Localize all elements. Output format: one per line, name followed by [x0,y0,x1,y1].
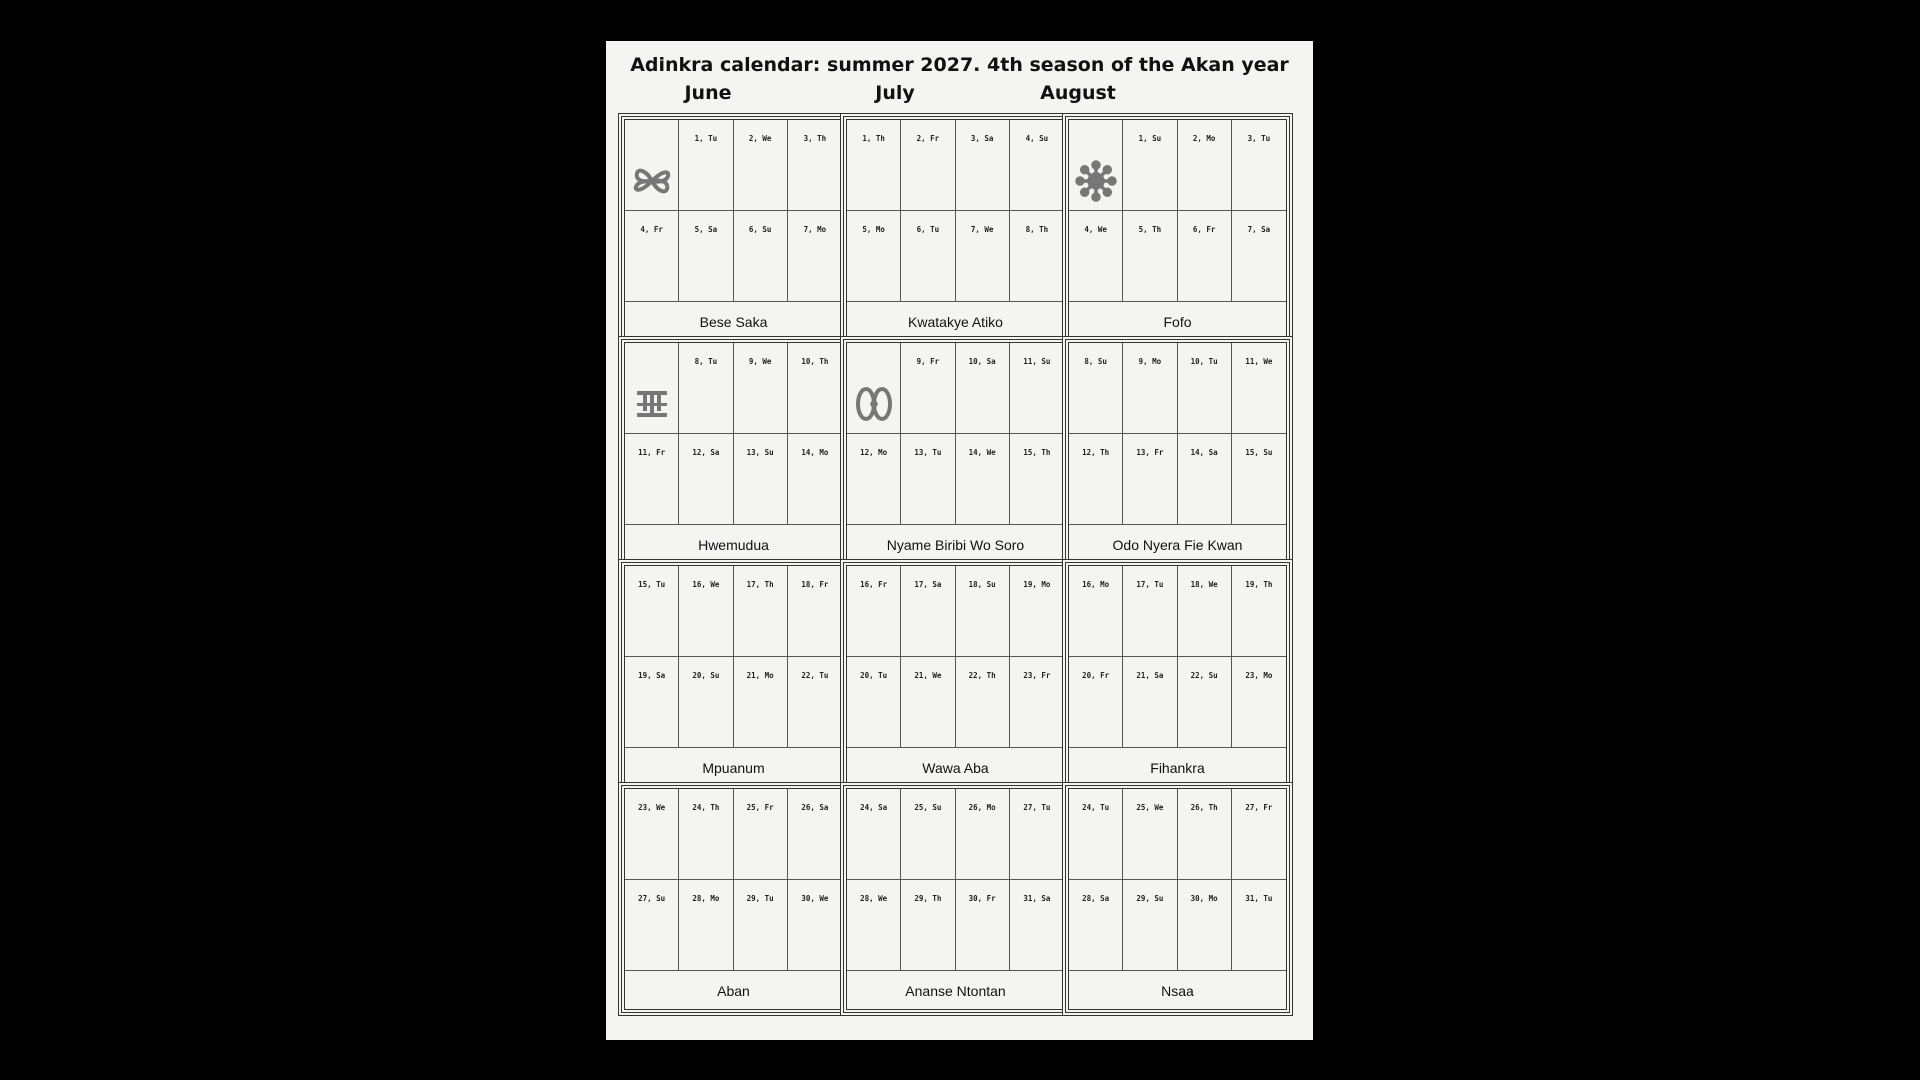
week-block-june-4 [624,788,843,1010]
day-cell [956,120,1010,211]
day-cell [625,880,679,971]
bese-saka-icon [631,160,673,202]
day-cell [1232,880,1286,971]
day-cell [1010,880,1064,971]
day-label: 26, Sa [801,803,829,812]
adinkra-week-name: Odo Nyera Fie Kwan [1112,537,1243,553]
day-cell [734,657,788,748]
day-cell [1010,343,1064,434]
adinkra-week-name: Wawa Aba [922,760,989,776]
day-label: 5, Sa [694,225,718,234]
day-label: 14, We [968,448,996,457]
day-grid [847,120,1064,302]
day-cell [1010,789,1064,880]
day-label: 23, We [638,803,666,812]
day-cell [1232,657,1286,748]
day-cell [1178,211,1232,302]
adinkra-week-name: Nyame Biribi Wo Soro [886,537,1025,553]
day-label: 7, We [970,225,994,234]
week-block-august-4 [1068,788,1287,1010]
day-cell [1178,880,1232,971]
day-label: 11, Su [1023,357,1051,366]
day-label: 16, We [692,580,720,589]
day-cell [901,211,955,302]
day-cell [901,657,955,748]
day-cell [679,657,733,748]
day-cell [1232,211,1286,302]
day-cell [956,566,1010,657]
day-label: 13, Tu [914,448,942,457]
day-cell [1178,120,1232,211]
day-cell [956,434,1010,525]
day-label: 10, Th [801,357,829,366]
day-label: 27, Su [638,894,666,903]
day-cell [956,657,1010,748]
day-cell [1232,434,1286,525]
day-label: 21, Mo [746,671,774,680]
day-label: 3, Tu [1247,134,1271,143]
day-grid [1069,343,1286,525]
day-cell [679,880,733,971]
day-cell [734,789,788,880]
day-label: 9, Mo [1138,357,1162,366]
day-label: 6, Tu [916,225,940,234]
day-cell [1123,120,1177,211]
day-label: 8, Su [1084,357,1107,366]
week-block-july-2 [846,342,1065,564]
week-block-august-2 [1068,342,1287,564]
day-grid [847,789,1064,971]
day-cell [1010,566,1064,657]
day-label: 8, Th [1025,225,1049,234]
day-cell [679,434,733,525]
day-cell [1178,343,1232,434]
day-label: 16, Fr [860,580,888,589]
day-cell [956,789,1010,880]
adinkra-week-name: Nsaa [1161,983,1194,999]
adinkra-week-name: Bese Saka [699,314,768,330]
week-block-august-1 [1068,119,1287,341]
day-grid [1069,120,1286,302]
day-label: 1, Tu [694,134,718,143]
day-label: 30, Fr [968,894,996,903]
day-cell [847,880,901,971]
day-cell [625,434,679,525]
day-label: 19, Mo [1023,580,1051,589]
day-label: 15, Su [1245,448,1273,457]
day-label: 18, Fr [801,580,829,589]
day-cell [1069,434,1123,525]
day-label: 9, Fr [916,357,940,366]
day-cell [1010,120,1064,211]
week-block-july-4 [846,788,1065,1010]
day-label: 14, Sa [1190,448,1218,457]
day-label: 23, Fr [1023,671,1051,680]
day-grid [847,566,1064,748]
day-label: 7, Sa [1247,225,1271,234]
day-label: 18, Su [968,580,996,589]
day-cell [788,211,842,302]
day-cell [734,211,788,302]
day-label: 6, Su [748,225,772,234]
day-label: 2, Fr [916,134,940,143]
day-cell [1069,657,1123,748]
day-cell [847,120,901,211]
day-cell [1178,434,1232,525]
day-cell [1123,343,1177,434]
day-label: 17, Th [746,580,774,589]
day-cell [1123,657,1177,748]
day-label: 26, Th [1190,803,1218,812]
day-grid [625,566,842,748]
day-cell [901,434,955,525]
week-block-june-2 [624,342,843,564]
day-label: 20, Tu [860,671,888,680]
day-cell [1123,880,1177,971]
adinkra-week-name: Mpuanum [702,760,765,776]
day-cell [625,789,679,880]
day-label: 1, Th [862,134,885,143]
day-cell [956,211,1010,302]
day-label: 15, Tu [638,580,666,589]
day-label: 28, We [860,894,888,903]
day-label: 24, Th [692,803,720,812]
day-label: 19, Th [1245,580,1273,589]
week-block-july-3 [846,565,1065,787]
day-label: 27, Fr [1245,803,1273,812]
week-block-june-3 [624,565,843,787]
week-block-july-1 [846,119,1065,341]
day-label: 6, Fr [1192,225,1216,234]
day-label: 21, Sa [1136,671,1164,680]
month-august-heading: August [1040,82,1116,104]
adinkra-week-name: Kwatakye Atiko [908,314,1003,330]
day-label: 2, Mo [1192,134,1216,143]
day-label: 10, Tu [1190,357,1218,366]
day-label: 14, Mo [801,448,829,457]
day-label: 28, Mo [692,894,720,903]
day-grid [625,343,842,525]
day-label: 24, Tu [1082,803,1110,812]
day-label: 12, Mo [860,448,888,457]
day-label: 26, Mo [968,803,996,812]
adinkra-week-name: Aban [717,983,750,999]
day-cell [788,880,842,971]
day-label: 23, Mo [1245,671,1273,680]
day-label: 11, Fr [638,448,666,457]
fofo-icon [1075,160,1117,202]
day-label: 20, Su [692,671,720,680]
day-cell [679,211,733,302]
adinkra-week-name: Fihankra [1150,760,1205,776]
day-label: 4, Fr [640,225,663,234]
day-cell [1069,343,1123,434]
day-cell [734,120,788,211]
day-cell [1069,789,1123,880]
day-label: 3, Th [803,134,827,143]
day-label: 20, Fr [1082,671,1110,680]
day-label: 30, We [801,894,829,903]
day-cell [1123,566,1177,657]
day-cell [956,880,1010,971]
day-cell [1069,880,1123,971]
day-cell [1123,211,1177,302]
day-label: 21, We [914,671,942,680]
day-cell [847,657,901,748]
day-cell [1069,211,1123,302]
day-cell [956,343,1010,434]
adinkra-week-name: Fofo [1163,314,1192,330]
day-cell [734,566,788,657]
day-label: 5, Mo [862,225,885,234]
day-cell [788,789,842,880]
week-block-august-3 [1068,565,1287,787]
day-label: 5, Th [1138,225,1162,234]
day-cell [679,343,733,434]
day-label: 22, Su [1190,671,1218,680]
day-label: 25, We [1136,803,1164,812]
day-cell [1232,120,1286,211]
day-label: 29, Tu [746,894,774,903]
day-label: 18, We [1190,580,1218,589]
day-label: 8, Tu [694,357,718,366]
day-cell [788,657,842,748]
day-label: 22, Th [968,671,996,680]
page-title: Adinkra calendar: summer 2027. 4th season of the Akan year [630,54,1289,76]
day-label: 25, Su [914,803,942,812]
day-grid [1069,566,1286,748]
day-cell [1232,789,1286,880]
day-label: 24, Sa [860,803,888,812]
day-cell [901,880,955,971]
day-cell [625,211,679,302]
day-label: 25, Fr [746,803,774,812]
calendar-poster [606,41,1313,1040]
day-cell [901,789,955,880]
day-label: 10, Sa [968,357,996,366]
day-label: 22, Tu [801,671,829,680]
day-cell [1069,566,1123,657]
day-cell [1010,211,1064,302]
day-label: 13, Fr [1136,448,1164,457]
day-cell [901,343,955,434]
week-block-june-1 [624,119,843,341]
day-cell [625,566,679,657]
day-label: 17, Tu [1136,580,1164,589]
day-grid [625,789,842,971]
day-cell [1010,657,1064,748]
day-cell [1178,566,1232,657]
day-cell [788,566,842,657]
day-cell [734,880,788,971]
day-label: 12, Sa [692,448,720,457]
day-label: 13, Su [746,448,774,457]
day-cell [1123,434,1177,525]
day-label: 30, Mo [1190,894,1218,903]
day-cell [1010,434,1064,525]
day-label: 16, Mo [1082,580,1110,589]
day-cell [679,566,733,657]
calendar-grid [624,119,1293,1021]
adinkra-week-name: Hwemudua [698,537,769,553]
day-cell [847,434,901,525]
day-label: 7, Mo [803,225,827,234]
day-cell [1232,566,1286,657]
day-grid [625,120,842,302]
day-label: 27, Tu [1023,803,1051,812]
day-label: 29, Su [1136,894,1164,903]
day-label: 4, Su [1025,134,1049,143]
hwemudua-icon [631,383,673,425]
day-cell [1178,657,1232,748]
month-june-heading: June [684,82,732,104]
day-cell [625,657,679,748]
day-cell [1123,789,1177,880]
day-cell [734,434,788,525]
day-label: 28, Sa [1082,894,1110,903]
day-cell [847,211,901,302]
day-cell [679,120,733,211]
day-label: 17, Sa [914,580,942,589]
day-label: 3, Sa [970,134,994,143]
day-cell [1178,789,1232,880]
month-july-heading: July [875,82,915,104]
day-label: 4, We [1084,225,1107,234]
day-cell [901,566,955,657]
day-cell [788,343,842,434]
day-cell [679,789,733,880]
day-label: 29, Th [914,894,942,903]
day-label: 15, Th [1023,448,1051,457]
day-cell [734,343,788,434]
day-label: 2, We [748,134,772,143]
day-cell [901,120,955,211]
day-cell [1232,343,1286,434]
day-label: 1, Su [1138,134,1162,143]
day-cell [788,434,842,525]
day-label: 11, We [1245,357,1273,366]
day-label: 12, Th [1082,448,1110,457]
day-cell [847,789,901,880]
nyame-biribi-wo-soro-icon [853,383,895,425]
day-label: 31, Tu [1245,894,1273,903]
day-grid [847,343,1064,525]
day-label: 19, Sa [638,671,666,680]
day-label: 9, We [748,357,772,366]
day-cell [847,566,901,657]
day-label: 31, Sa [1023,894,1051,903]
day-grid [1069,789,1286,971]
day-cell [788,120,842,211]
adinkra-week-name: Ananse Ntontan [905,983,1006,999]
